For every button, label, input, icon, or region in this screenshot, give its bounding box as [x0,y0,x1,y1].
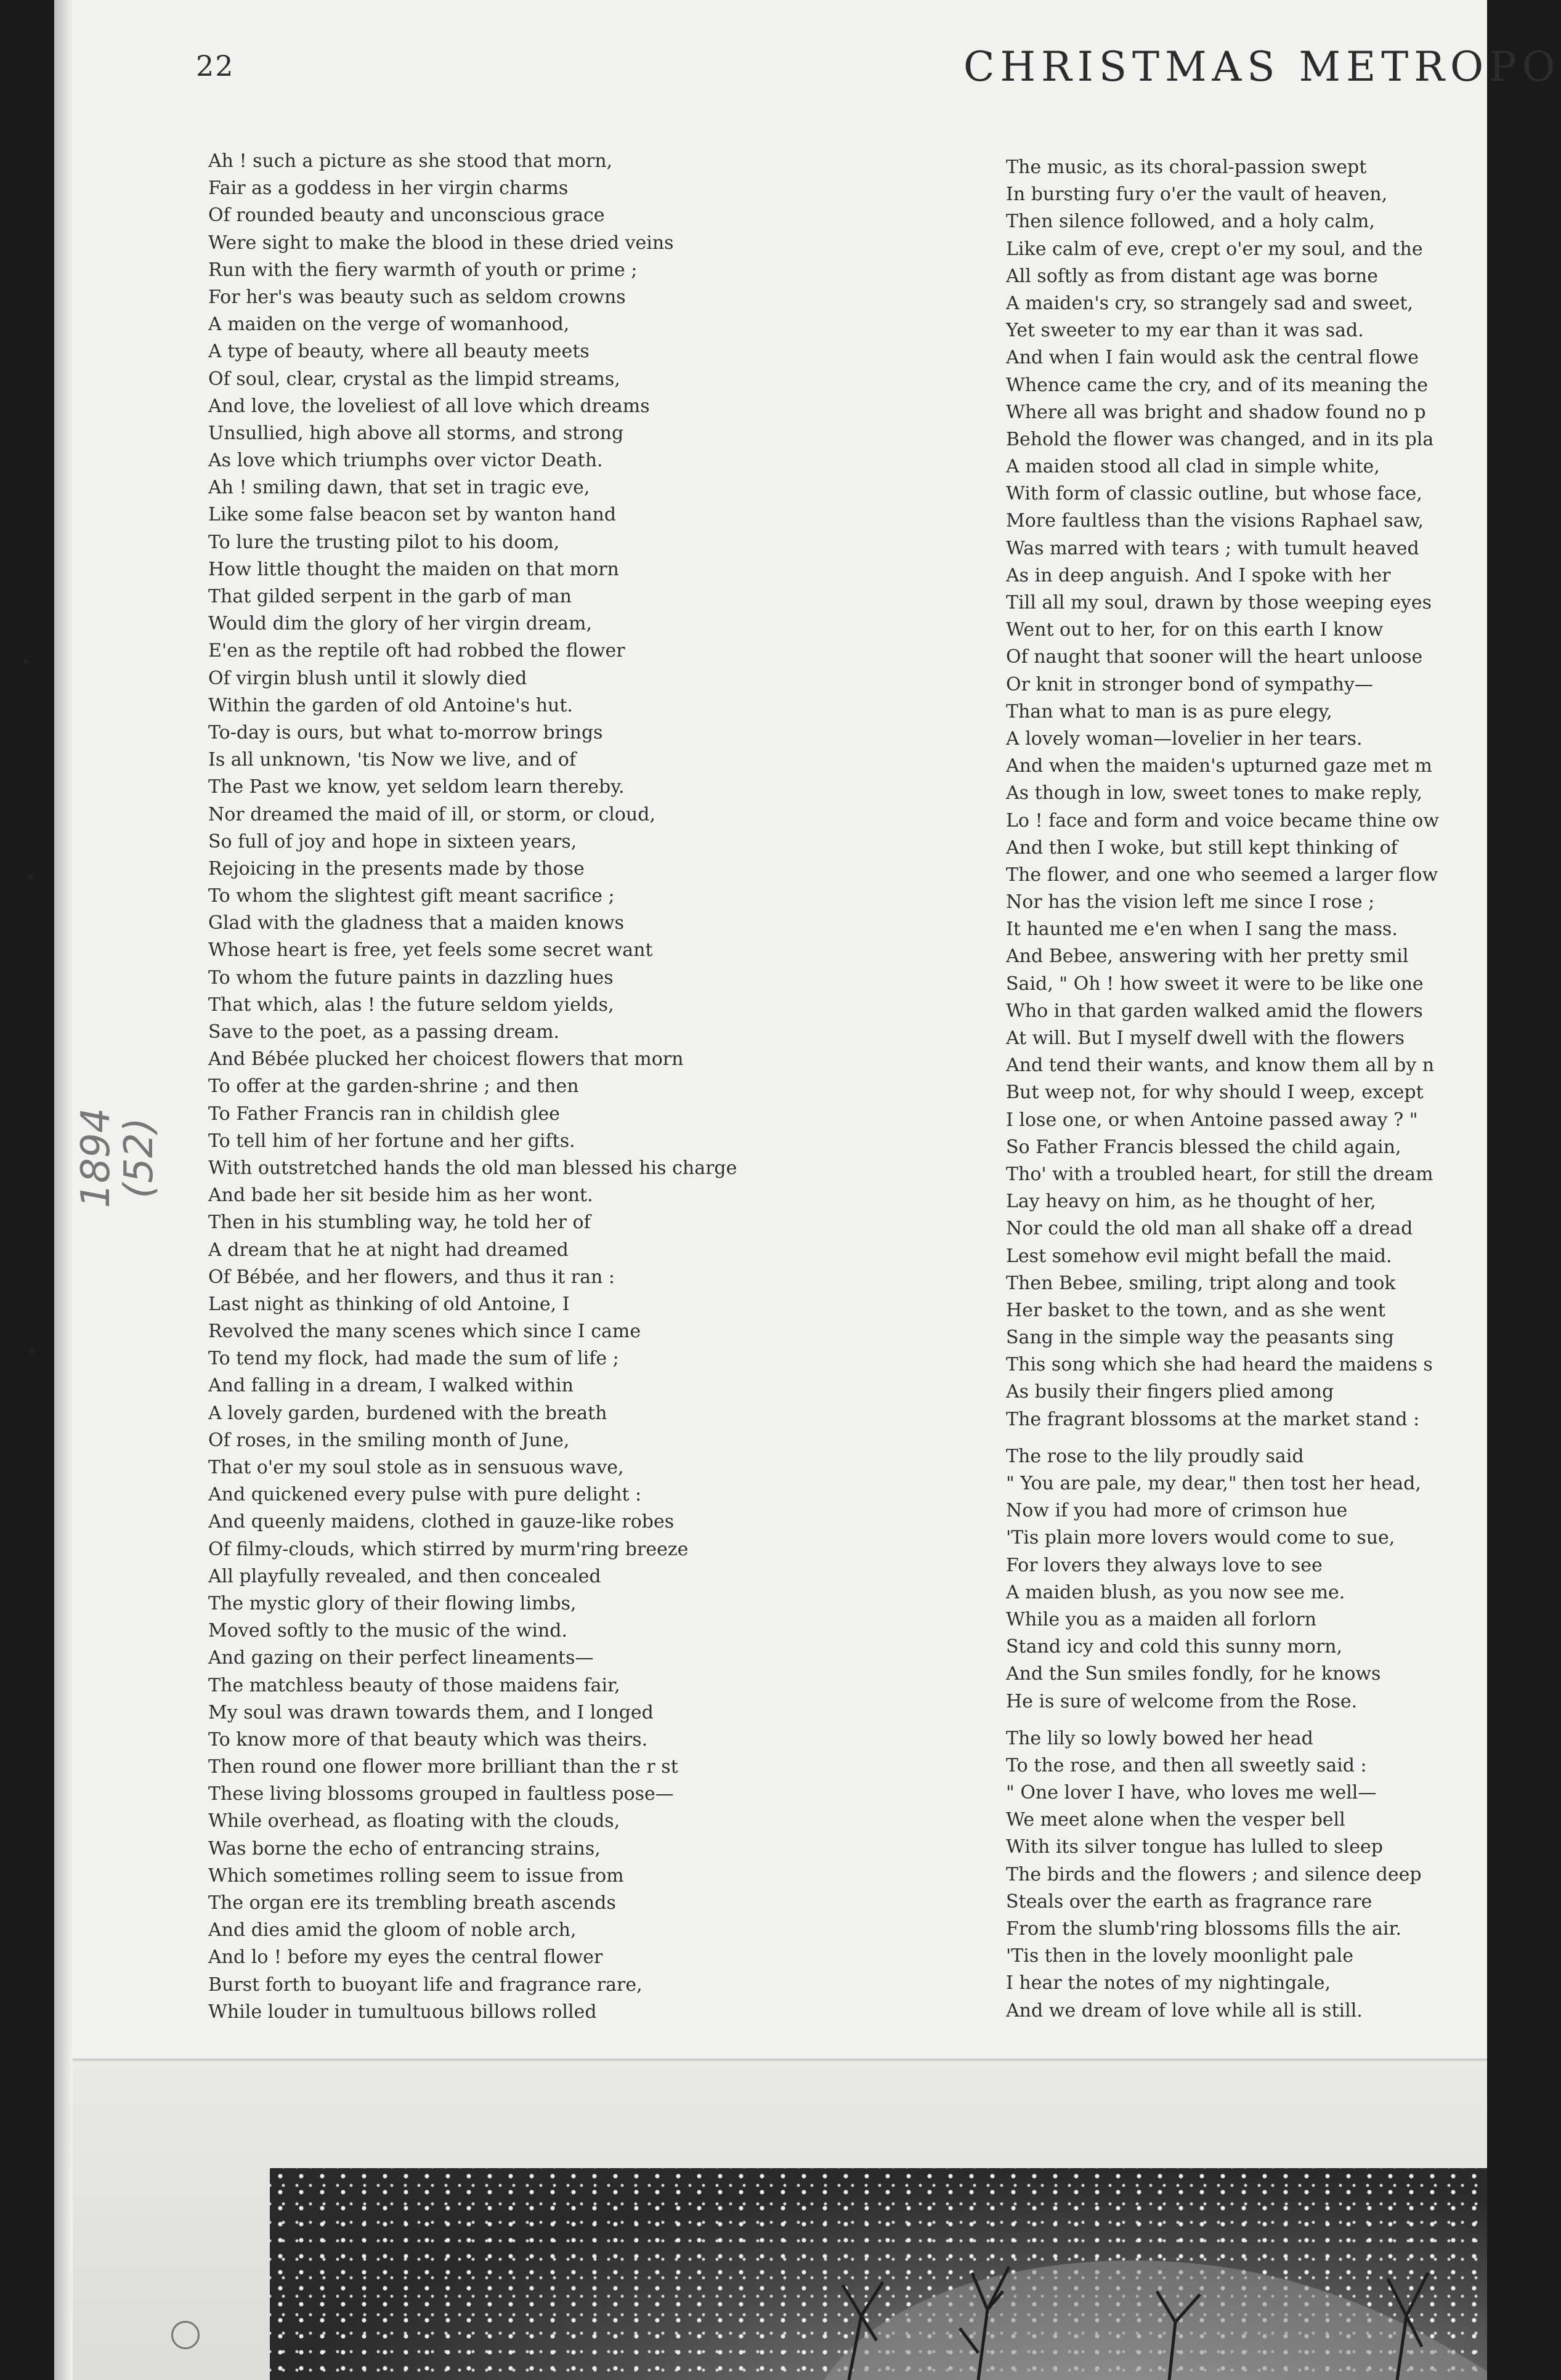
poem-line: Is all unknown, 'tis Now we live, and of [208,749,577,771]
poem-line: Fair as a goddess in her virgin charms [208,177,569,200]
poem-line: Whence came the cry, and of its meaning the [1006,374,1429,396]
newspaper-page [54,0,1561,2380]
poem-line: So Father Francis blessed the child again, [1006,1136,1401,1158]
poem-line: That which, alas ! the future seldom yields, [208,994,614,1016]
poem-line: The rose to the lily proudly said [1006,1445,1304,1467]
poem-line: Or knit in stronger bond of sympathy— [1006,673,1373,695]
poem-line: To offer at the garden-shrine ; and then [208,1075,579,1098]
margin-dot [30,1349,34,1354]
poem-line: To-day is ours, but what to-morrow brings [208,721,603,743]
poem-line: A type of beauty, where all beauty meets [208,341,590,363]
poem-line: To tend my flock, had made the sum of life ; [208,1348,619,1370]
poem-line: Lay heavy on him, as he thought of her, [1006,1191,1376,1213]
page-edge-shadow [54,0,73,2380]
poem-line: A dream that he at night had dreamed [208,1239,569,1261]
poem-line: And bade her sit beside him as her wont. [208,1184,593,1207]
page-header [54,38,1561,112]
poem-line: A lovely garden, burdened with the breath [208,1402,607,1424]
poem-line: The lily so lowly bowed her head [1006,1727,1313,1749]
poem-line: While louder in tumultuous billows rolled [208,2001,597,2023]
poem-line: The matchless beauty of those maidens fair, [208,1674,620,1696]
poem-line: With its silver tongue has lulled to sleep [1006,1836,1383,1858]
poem-line: Of virgin blush until it slowly died [208,667,527,689]
poem-line: A maiden's cry, so strangely sad and sweet, [1006,292,1413,314]
poem-line: Was marred with tears ; with tumult heaved [1006,537,1419,559]
poem-line: For her's was beauty such as seldom crowns [208,286,626,308]
poem-line: And when the maiden's upturned gaze met m [1006,755,1432,777]
poem-line: And when I fain would ask the central flowe [1006,347,1419,369]
poem-line: And we dream of love while all is still. [1006,1999,1363,2022]
poem-line: A lovely woman—lovelier in her tears. [1006,727,1363,750]
poem-line: Burst forth to buoyant life and fragrance rare, [208,1973,643,1996]
poem-line: " You are pale, my dear," then tost her head, [1006,1473,1421,1494]
poem-line: Which sometimes rolling seem to issue from [208,1864,624,1887]
poem-line: E'en as the reptile oft had robbed the flower [208,640,625,662]
poem-line: My soul was drawn towards them, and I longed [208,1701,654,1723]
poem-line: It haunted me e'en when I sang the mass. [1006,918,1398,941]
poem-line: 'Tis then in the lovely moonlight pale [1006,1945,1353,1967]
poem-line: And falling in a dream, I walked within [208,1375,574,1397]
poem-line: Ah ! smiling dawn, that set in tragic eve, [208,477,590,499]
poem-line: These living blossoms grouped in faultless pose— [208,1783,674,1805]
poem-line: Save to the poet, as a passing dream. [208,1021,560,1043]
poem-line: Where all was bright and shadow found no p [1006,401,1426,423]
poem-line: Would dim the glory of her virgin dream, [208,613,593,635]
running-title: CHRISTMAS METROPO [963,43,1561,91]
poem-line: And gazing on their perfect lineaments— [208,1647,594,1669]
poem-line: To whom the slightest gift meant sacrifice ; [208,885,615,907]
poem-line: Like some false beacon set by wanton hand [208,504,617,526]
poem-line: With form of classic outline, but whose face, [1006,483,1422,505]
poem-line: He is sure of welcome from the Rose. [1006,1690,1358,1712]
poem-line: Than what to man is as pure elegy, [1006,700,1332,722]
poem-line: As in deep anguish. And I spoke with her [1006,564,1391,586]
poem-line: But weep not, for why should I weep, except [1006,1082,1424,1104]
poem-line: Within the garden of old Antoine's hut. [208,694,573,716]
poem-line: We meet alone when the vesper bell [1006,1809,1345,1831]
poem-line: In bursting fury o'er the vault of heaven, [1006,184,1388,206]
poem-line: To know more of that beauty which was theirs. [208,1728,648,1751]
poem-line: A maiden blush, as you now see me. [1006,1581,1345,1603]
poem-line: Then silence followed, and a holy calm, [1006,211,1375,233]
poem-line: Was borne the echo of entrancing strains, [208,1837,601,1860]
poem-line: That gilded serpent in the garb of man [208,586,572,607]
poem-line: Said, " Oh ! how sweet it were to be like one [1006,973,1424,995]
poem-line: Then Bebee, smiling, tript along and took [1006,1272,1396,1294]
poem-line: Were sight to make the blood in these dried veins [208,232,674,254]
poem-line: To whom the future paints in dazzling hues [208,966,614,989]
poem-line: Glad with the gladness that a maiden knows [208,912,624,934]
poem-line: The Past we know, yet seldom learn thereby. [208,776,625,798]
poem-line: Nor could the old man all shake off a dread [1006,1218,1413,1240]
poem-line: This song which she had heard the maidens s [1006,1354,1433,1376]
poem-line: Whose heart is free, yet feels some secret want [208,939,653,961]
poem-line: Her basket to the town, and as she went [1006,1299,1385,1321]
left-poem-column [208,148,861,2026]
poem-line: Of soul, clear, crystal as the limpid streams, [208,368,620,390]
poem-line: The organ ere its trembling breath ascends [208,1892,616,1914]
poem-line: To Father Francis ran in childish glee [208,1103,560,1125]
poem-line: Rejoicing in the presents made by those [208,857,585,880]
poem-line: From the slumb'ring blossoms fills the air. [1006,1918,1402,1940]
poem-line: To tell him of her fortune and her gifts. [208,1130,575,1152]
poem-line: I hear the notes of my nightingale, [1006,1972,1331,1994]
poem-line: Revolved the many scenes which since I came [208,1321,641,1343]
poem-line: Nor dreamed the maid of ill, or storm, or cloud, [208,803,655,825]
poem-line: To the rose, and then all sweetly said : [1006,1754,1367,1776]
poem-line: The birds and the flowers ; and silence deep [1006,1863,1422,1885]
poem-line: Of naught that sooner will the heart unloose [1006,646,1423,668]
poem-line: The mystic glory of their flowing limbs, [208,1592,577,1614]
poem-line: How little thought the maiden on that morn [208,558,619,580]
handwritten-margin-note: 1894 (52) [73,1107,162,1208]
poem-line: Then round one flower more brilliant than the r st [208,1756,678,1778]
poem-line: Sang in the simple way the peasants sing [1006,1327,1394,1349]
poem-line: Who in that garden walked amid the flowers [1006,1000,1423,1022]
poem-line: Of filmy-clouds, which stirred by murm'ring breeze [208,1538,689,1560]
poem-line: And the Sun smiles fondly, for he knows [1006,1663,1381,1685]
poem-line: As love which triumphs over victor Death. [208,450,603,472]
poem-line: To lure the trusting pilot to his doom, [208,531,560,553]
poem-line: All softly as from distant age was borne [1006,265,1378,287]
poem-line: At will. But I myself dwell with the flowers [1006,1027,1405,1049]
circular-library-stamp [171,2321,200,2349]
poem-line: As busily their fingers plied among [1006,1381,1334,1403]
poem-line: Now if you had more of crimson hue [1006,1500,1348,1522]
poem-line: All playfully revealed, and then concealed [208,1565,601,1587]
poem-line: " One lover I have, who loves me well— [1006,1782,1377,1804]
poem-line: As though in low, sweet tones to make reply, [1006,782,1422,804]
poem-line: Lest somehow evil might befall the maid. [1006,1245,1392,1267]
engraving-trees-illustration [270,2168,1487,2380]
poem-line: And Bebee, answering with her pretty smil [1006,945,1409,968]
poem-line: Like calm of eve, crept o'er my soul, and the [1006,238,1423,260]
poem-line: Lo ! face and form and voice became thine ow [1006,809,1439,832]
poem-line: And lo ! before my eyes the central flower [208,1946,603,1969]
poem-line: Of Bébée, and her flowers, and thus it ran : [208,1266,615,1288]
poem-line: Then in his stumbling way, he told her of [208,1212,591,1234]
poem-line: And then I woke, but still kept thinking of [1006,836,1398,859]
poem-line: With outstretched hands the old man blessed his charge [208,1157,737,1179]
poem-line: The fragrant blossoms at the market stand : [1006,1408,1420,1430]
poem-line: Behold the flower was changed, and in its pla [1006,428,1434,450]
poem-line: The music, as its choral-passion swept [1006,156,1367,178]
snow-scene-engraving [270,2168,1487,2380]
poem-line: Last night as thinking of old Antoine, I [208,1293,570,1315]
poem-line: Till all my soul, drawn by those weeping eyes [1006,592,1432,613]
poem-line: And love, the loveliest of all love which dreams [208,395,650,417]
poem-line: And quickened every pulse with pure delight : [208,1484,642,1506]
poem-line: Moved softly to the music of the wind. [208,1620,568,1642]
poem-line: And Bébée plucked her choicest flowers that morn [208,1048,684,1071]
poem-line: Nor has the vision left me since I rose ; [1006,891,1375,913]
poem-line: Went out to her, for on this earth I know [1006,619,1384,641]
poem-line: While you as a maiden all forlorn [1006,1608,1316,1630]
poem-line: I lose one, or when Antoine passed away ? " [1006,1109,1418,1131]
right-poem-column [1006,154,1499,2025]
poem-line: And queenly maidens, clothed in gauze-like robes [208,1511,675,1533]
poem-line: And dies amid the gloom of noble arch, [208,1919,577,1941]
poem-line: Run with the fiery warmth of youth or prime ; [208,259,638,281]
poem-line: For lovers they always love to see [1006,1554,1323,1576]
poem-line: Steals over the earth as fragrance rare [1006,1890,1372,1912]
poem-line: Yet sweeter to my ear than it was sad. [1006,320,1364,342]
poem-line: Tho' with a troubled heart, for still the dream [1006,1163,1433,1185]
poem-line: Stand icy and cold this sunny morn, [1006,1636,1343,1658]
poem-line: So full of joy and hope in sixteen years, [208,830,577,852]
poem-line: While overhead, as floating with the clouds, [208,1810,620,1832]
margin-dot [28,875,33,880]
poem-line: Unsullied, high above all storms, and strong [208,422,624,444]
poem-line: More faultless than the visions Raphael saw, [1006,510,1424,532]
poem-line: 'Tis plain more lovers would come to sue, [1006,1527,1395,1549]
poem-line: Ah ! such a picture as she stood that morn, [208,150,613,172]
poem-line: A maiden on the verge of womanhood, [208,314,570,336]
poem-line: The flower, and one who seemed a larger flow [1006,864,1438,886]
poem-line: That o'er my soul stole as in sensuous wave, [208,1457,624,1478]
page-number: 22 [196,49,235,83]
poem-line: A maiden stood all clad in simple white, [1006,456,1380,478]
margin-dot [23,659,28,664]
poem-line: Of rounded beauty and unconscious grace [208,204,605,227]
poem-line: Of roses, in the smiling month of June, [208,1429,570,1451]
poem-line: And tend their wants, and know them all by n [1006,1054,1435,1077]
